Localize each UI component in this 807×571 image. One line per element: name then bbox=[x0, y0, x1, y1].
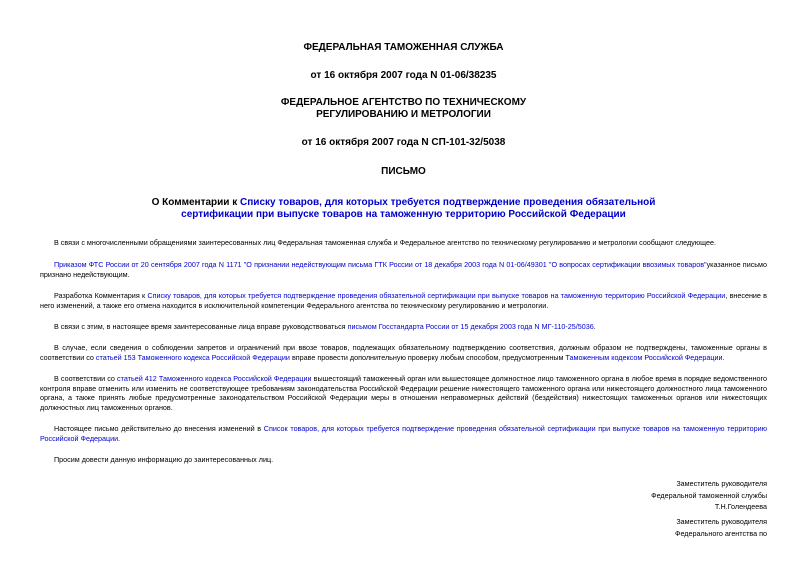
paragraph-7-link[interactable]: Список товаров, для которых требуется подтверждение проведения обязательной сертификации при выпуске товаров на таможенную территорию Российской Федерации bbox=[40, 424, 767, 443]
paragraph-3-text-2: , внесение в него изменений, а также его отмена находится в исключительной компетенции Федерального агентства по техническому регулированию и метрологии. bbox=[40, 291, 768, 310]
paragraph-7 bbox=[40, 424, 767, 443]
subject-line2 bbox=[0, 209, 807, 221]
paragraph-3-text-1: Разработка Комментария к bbox=[54, 291, 148, 300]
subject-prefix: О Комментарии к bbox=[151, 197, 241, 208]
paragraph-5 bbox=[40, 343, 767, 362]
paragraph-4 bbox=[40, 322, 767, 332]
signature-fts-agency: Федеральной таможенной службы bbox=[651, 490, 767, 500]
paragraph-5-link-1[interactable]: статьей 153 Таможенного кодекса Российской Федерации bbox=[95, 352, 290, 362]
paragraph-5-text-3: . bbox=[722, 352, 725, 362]
paragraph-5-link-2[interactable]: Таможенным кодексом Российской Федерации bbox=[565, 352, 723, 362]
subject-line1 bbox=[0, 197, 807, 209]
paragraph-2 bbox=[40, 260, 767, 279]
paragraph-2-link[interactable]: Приказом ФТС России от 20 сентября 2007 года N 1171 "О признании недействующим письма ГТК России от 18 декабря 2003 года N 01-06/49301 "О вопросах сертификации ввозимых товаров" bbox=[54, 260, 707, 269]
signature-rostekh-position: Заместитель руководителя bbox=[676, 517, 767, 526]
paragraph-4-link[interactable]: письмом Госстандарта России от 15 декабря 2003 года N МГ-110-25/5036 bbox=[347, 322, 594, 331]
paragraph-6-text-1: В соответствии со bbox=[54, 374, 118, 383]
letter-date-fts: от 16 октября 2007 года N 01-06/38235 bbox=[310, 70, 497, 81]
paragraph-8: Просим довести данную информацию до заинтересованных лиц. bbox=[54, 455, 274, 464]
subject-link-line1[interactable]: Списку товаров, для которых требуется подтверждение проведения обязательной bbox=[240, 197, 656, 208]
paragraph-6-link[interactable]: статьей 412 Таможенного кодекса Российской Федерации bbox=[117, 374, 312, 383]
signature-fts-position: Заместитель руководителя bbox=[676, 479, 767, 488]
paragraph-3-link[interactable]: Списку товаров, для которых требуется подтверждение проведения обязательной сертификации при выпуске товаров на таможенную территорию Российской Федерации bbox=[147, 291, 726, 300]
agency-title-rostekh-line2: РЕГУЛИРОВАНИЮ И МЕТРОЛОГИИ bbox=[316, 109, 491, 120]
subject-link-line2[interactable]: сертификации при выпуске товаров на таможенную территорию Российской Федерации bbox=[181, 209, 626, 220]
paragraph-5-text-1: В случае, если сведения о соблюдении запретов и ограничений при ввозе товаров, подлежащих обязательному подтверждению соответствия, должным образом не подтверждены, таможенные органы в соответствии со bbox=[40, 343, 767, 362]
paragraph-7-text-2: . bbox=[118, 433, 121, 443]
paragraph-4-text-1: В связи с этим, в настоящее время заинтересованные лица вправе руководствоваться bbox=[54, 322, 348, 331]
agency-title-rostekh-line1: ФЕДЕРАЛЬНОЕ АГЕНТСТВО ПО ТЕХНИЧЕСКОМУ bbox=[280, 97, 527, 108]
paragraph-2-text: указанное письмо признано недействующим. bbox=[40, 260, 767, 279]
signature-rostekh bbox=[675, 516, 767, 539]
paragraph-6-text-2: вышестоящий таможенный орган или вышестоящее должностное лицо таможенного органа в любое время в порядке ведомственного контроля вправе отменить или изменить не соответствующее требованиям законодательства Российской Федерации решение нижестоящего таможенного органа или нижестоящего должностного лица таможенного органа, а также принять любые предусмотренные законодательством Российской Федерации меры в отношении неправомерных действий (бездействия) нижестоящих таможенных органов или нижестоящих должностных лиц таможенных органов. bbox=[40, 374, 767, 412]
paragraph-4-text-2: . bbox=[593, 322, 596, 331]
letter-date-rostekh: от 16 октября 2007 года N СП-101-32/5038 bbox=[301, 137, 506, 148]
paragraph-1: В связи с многочисленными обращениями заинтересованных лиц Федеральная таможенная служба и Федеральное агентство по техническому регулированию и метрологии сообщают следующее. bbox=[54, 238, 716, 247]
signature-fts-name: Т.Н.Голендеева bbox=[714, 502, 767, 511]
signature-rostekh-agency: Федерального агентства по bbox=[675, 528, 767, 538]
paragraph-7-text-1: Настоящее письмо действительно до внесения изменений в bbox=[54, 424, 264, 433]
signature-fts bbox=[651, 478, 767, 513]
paragraph-3 bbox=[40, 291, 767, 310]
agency-title-fts: ФЕДЕРАЛЬНАЯ ТАМОЖЕННАЯ СЛУЖБА bbox=[303, 42, 504, 53]
document-type: ПИСЬМО bbox=[381, 166, 426, 177]
paragraph-5-text-2: вправе провести дополнительную проверку любым способом, предусмотренным bbox=[289, 352, 566, 362]
paragraph-6 bbox=[40, 374, 767, 412]
